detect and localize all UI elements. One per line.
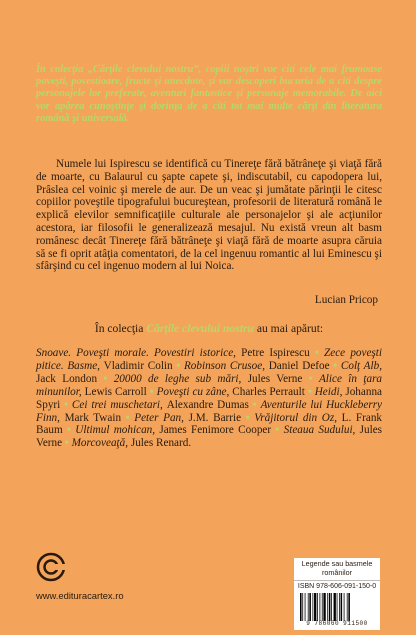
book-author: Mark Twain	[64, 411, 122, 424]
book-title: 20000 de leghe sub mări,	[113, 372, 248, 385]
collection-heading	[36, 322, 382, 335]
bullet-separator: •	[62, 437, 72, 450]
collection-prefix: În colecţia	[94, 322, 144, 335]
book-author: Jules Renard.	[130, 437, 192, 450]
bullet-separator: •	[309, 347, 325, 359]
book-author: James Fenimore Cooper	[159, 424, 272, 437]
book-entry	[36, 347, 310, 359]
book-title: Vrăjitorul din Oz,	[254, 411, 342, 424]
description-paragraph: Numele lui Ispirescu se identifică cu Tinereţe fără bătrâneţe şi viaţă fără de moarte, cu Balaurul cu şapte capete şi, indiscutabil, cu capodopera lui, Prâslea cel voinic şi merele de aur. De un veac şi jumătate părinţii le citesc copiilor poveştile tipografului bucureştean, profesorii de literatură română le explică elevilor semnificaţiile culturale ale personajelor şi ale acţiunilor acestora, iar filosofii le generalizează mesajul. Nu există vreun alt basm românesc decât Tinereţe fără bătrâneţe şi viaţă fără de moarte asupra căruia să se fi oprit atâţia comentatori, de la cel ingenuu romantic al lui Eminescu şi sfârşind cu cel ingenuo modern al lui Noica.	[36, 158, 382, 273]
book-title: Heidi,	[314, 385, 346, 398]
book-title: Poveşti cu zâne,	[156, 385, 233, 398]
book-title: Alice în ţara minunilor,	[36, 372, 383, 398]
bullet-separator: •	[302, 372, 319, 385]
book-author: Jules Verne	[247, 372, 303, 385]
book-entry	[173, 360, 330, 372]
book-title: Cei trei muschetari,	[71, 398, 167, 411]
series-intro	[36, 64, 382, 125]
book-author: Petre Ispirescu	[241, 347, 310, 359]
book-title-label: Legende sau basmele românilor	[294, 558, 380, 581]
bullet-separator: •	[97, 372, 114, 385]
book-entry	[147, 386, 305, 398]
book-author: Jack London	[36, 372, 98, 385]
bullet-separator: •	[121, 411, 135, 424]
bullet-separator: •	[271, 424, 284, 437]
book-entry	[97, 373, 302, 385]
book-title: Morcoveaţă,	[71, 437, 131, 450]
book-author: Vladimir Colin	[103, 359, 173, 372]
book-entry	[121, 412, 241, 424]
isbn-number: ISBN 978-606-091-150-0	[297, 583, 377, 590]
book-entry	[62, 437, 191, 449]
book-list	[36, 347, 382, 450]
book-title: Robinson Crusoe,	[183, 359, 269, 372]
book-author: Johanna Spyri	[36, 385, 383, 411]
barcode-digits: 9 786060 911500	[306, 620, 368, 627]
book-author: J.M. Barrie	[188, 411, 242, 424]
book-author: Alexandre Dumas	[166, 398, 249, 411]
book-author: L. Frank Baum	[36, 411, 383, 437]
book-author: Jules Verne	[36, 424, 383, 450]
series-intro-text: În colecţia „Cărţile clevului nostru”, copiii noştri vor citi cele mai frumoase poveşti, povestioare, fructe şi anecdote, şi vor descoperi bucuria de a citi despre personajele lor preferate, aventuri fantastice şi personaje memorabile. De aici vor apărea cunoştinţe şi dorinţa de a citi tot mai multe cărţi din literatura română şi universală.	[36, 64, 382, 124]
bullet-separator: •	[172, 359, 184, 372]
book-title: Aventurile lui Huckleberry Finn,	[36, 398, 383, 424]
description-author: Lucian Pricop	[314, 294, 378, 306]
bullet-separator: •	[329, 359, 341, 372]
description	[36, 158, 382, 273]
bullet-separator: •	[60, 398, 72, 411]
book-title: Steaua Sudului,	[283, 424, 360, 437]
bullet-separator: •	[304, 385, 315, 398]
barcode	[300, 593, 374, 621]
book-title: Snoave. Poveşti morale. Povestiri istorice,	[36, 347, 242, 359]
collection-suffix: au mai apărut:	[256, 322, 324, 335]
book-title: Ultimul mohican,	[75, 424, 160, 437]
cartex-logo-icon	[36, 552, 66, 582]
book-title: Peter Pan,	[134, 411, 189, 424]
collection-series-name: Cărţile clevului nostru	[146, 322, 254, 335]
book-title: Zece poveşti pitice. Basme,	[36, 347, 383, 372]
bullet-separator: •	[62, 424, 76, 437]
book-title: Colţ Alb,	[340, 359, 382, 372]
bullet-separator: •	[241, 411, 255, 424]
book-author: Daniel Defoe	[268, 359, 330, 372]
book-author: Charles Perrault	[232, 385, 305, 398]
book-entry	[60, 399, 249, 411]
book-entry	[63, 424, 271, 436]
book-author: Lewis Carroll	[84, 385, 147, 398]
bullet-separator: •	[248, 398, 261, 411]
bullet-separator: •	[146, 385, 157, 398]
isbn-box	[294, 558, 380, 630]
publisher-website: www.edituracartex.ro	[36, 590, 124, 601]
